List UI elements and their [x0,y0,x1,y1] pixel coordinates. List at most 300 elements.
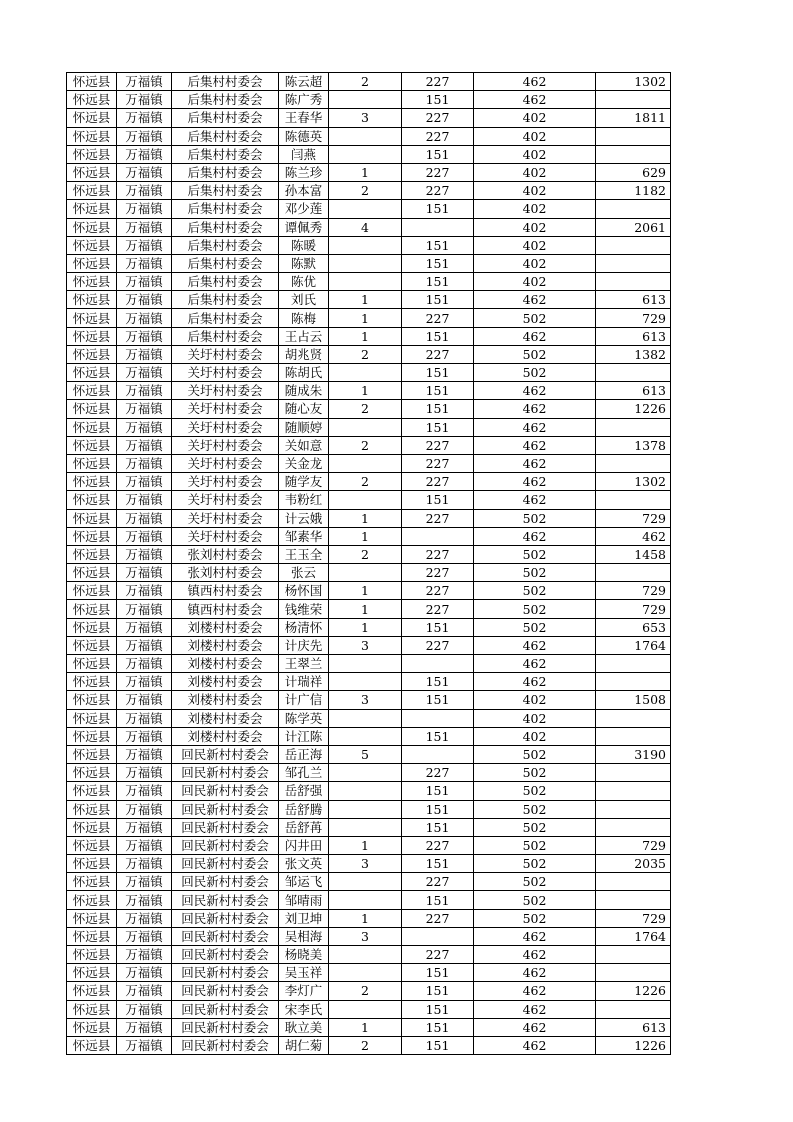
town-cell: 万福镇 [117,527,172,545]
county-cell: 怀远县 [67,709,117,727]
village-committee-cell: 后集村村委会 [172,109,279,127]
amount-b-cell: 462 [474,673,596,691]
county-cell: 怀远县 [67,127,117,145]
amount-a-cell: 151 [402,618,474,636]
count-cell: 1 [329,527,402,545]
table-row [67,873,671,891]
name-cell: 随学友 [279,473,329,491]
name-cell: 李灯广 [279,982,329,1000]
table-row [67,91,671,109]
table-row [67,73,671,91]
count-cell: 3 [329,927,402,945]
amount-a-cell: 227 [402,564,474,582]
town-cell: 万福镇 [117,182,172,200]
total-cell [596,454,671,472]
table-row [67,1000,671,1018]
amount-b-cell: 402 [474,145,596,163]
count-cell: 2 [329,1036,402,1054]
village-committee-cell: 后集村村委会 [172,327,279,345]
amount-a-cell: 151 [402,491,474,509]
table-row [67,1018,671,1036]
amount-b-cell: 502 [474,509,596,527]
amount-b-cell: 502 [474,618,596,636]
name-cell: 闫燕 [279,145,329,163]
town-cell: 万福镇 [117,855,172,873]
total-cell [596,364,671,382]
total-cell: 653 [596,618,671,636]
village-committee-cell: 后集村村委会 [172,127,279,145]
table-row [67,564,671,582]
amount-b-cell: 502 [474,800,596,818]
town-cell: 万福镇 [117,73,172,91]
county-cell: 怀远县 [67,382,117,400]
name-cell: 杨晓美 [279,946,329,964]
name-cell: 陈兰珍 [279,163,329,181]
amount-a-cell: 151 [402,891,474,909]
village-committee-cell: 关圩村村委会 [172,509,279,527]
name-cell: 宋李氏 [279,1000,329,1018]
name-cell: 王玉全 [279,545,329,563]
count-cell [329,200,402,218]
amount-b-cell: 402 [474,709,596,727]
amount-b-cell: 462 [474,527,596,545]
amount-a-cell: 151 [402,982,474,1000]
village-committee-cell: 后集村村委会 [172,218,279,236]
count-cell: 2 [329,545,402,563]
table-row [67,163,671,181]
count-cell [329,454,402,472]
total-cell [596,254,671,272]
count-cell [329,655,402,673]
name-cell: 计云娥 [279,509,329,527]
village-committee-cell: 刘楼村村委会 [172,691,279,709]
town-cell: 万福镇 [117,345,172,363]
amount-a-cell: 151 [402,727,474,745]
total-cell: 1182 [596,182,671,200]
village-committee-cell: 刘楼村村委会 [172,618,279,636]
amount-a-cell: 151 [402,1036,474,1054]
total-cell: 729 [596,909,671,927]
amount-a-cell: 151 [402,382,474,400]
amount-b-cell: 402 [474,163,596,181]
village-committee-cell: 后集村村委会 [172,254,279,272]
count-cell: 2 [329,982,402,1000]
name-cell: 王翠兰 [279,655,329,673]
name-cell: 岳舒强 [279,782,329,800]
count-cell [329,818,402,836]
count-cell [329,800,402,818]
county-cell: 怀远县 [67,400,117,418]
count-cell [329,418,402,436]
total-cell [596,964,671,982]
count-cell: 1 [329,291,402,309]
count-cell: 3 [329,691,402,709]
county-cell: 怀远县 [67,364,117,382]
town-cell: 万福镇 [117,218,172,236]
count-cell: 1 [329,163,402,181]
total-cell: 729 [596,836,671,854]
amount-b-cell: 402 [474,109,596,127]
amount-a-cell: 227 [402,873,474,891]
count-cell [329,1000,402,1018]
count-cell: 1 [329,618,402,636]
county-cell: 怀远县 [67,436,117,454]
count-cell: 1 [329,327,402,345]
amount-a-cell: 151 [402,400,474,418]
amount-a-cell: 227 [402,454,474,472]
total-cell: 1302 [596,473,671,491]
name-cell: 岳正海 [279,745,329,763]
amount-a-cell: 227 [402,109,474,127]
county-cell: 怀远县 [67,764,117,782]
name-cell: 岳舒腾 [279,800,329,818]
count-cell [329,273,402,291]
name-cell: 胡兆贤 [279,345,329,363]
count-cell [329,91,402,109]
count-cell [329,873,402,891]
total-cell: 1458 [596,545,671,563]
town-cell: 万福镇 [117,309,172,327]
name-cell: 张云 [279,564,329,582]
name-cell: 钱维荣 [279,600,329,618]
table-row [67,800,671,818]
amount-a-cell: 227 [402,909,474,927]
name-cell: 杨怀国 [279,582,329,600]
county-cell: 怀远县 [67,855,117,873]
table-row [67,345,671,363]
amount-b-cell: 462 [474,964,596,982]
name-cell: 孙本富 [279,182,329,200]
amount-b-cell: 502 [474,891,596,909]
town-cell: 万福镇 [117,327,172,345]
count-cell: 3 [329,109,402,127]
table-row [67,327,671,345]
amount-b-cell: 502 [474,309,596,327]
count-cell: 1 [329,309,402,327]
count-cell: 1 [329,909,402,927]
town-cell: 万福镇 [117,1000,172,1018]
total-cell [596,91,671,109]
table-row [67,636,671,654]
table-row [67,291,671,309]
town-cell: 万福镇 [117,909,172,927]
town-cell: 万福镇 [117,673,172,691]
county-cell: 怀远县 [67,818,117,836]
total-cell [596,709,671,727]
table-row [67,782,671,800]
total-cell [596,273,671,291]
total-cell: 1302 [596,73,671,91]
count-cell [329,127,402,145]
name-cell: 陈德英 [279,127,329,145]
amount-a-cell: 227 [402,509,474,527]
amount-b-cell: 462 [474,91,596,109]
amount-b-cell: 462 [474,436,596,454]
village-committee-cell: 后集村村委会 [172,236,279,254]
count-cell: 2 [329,473,402,491]
amount-b-cell: 402 [474,727,596,745]
town-cell: 万福镇 [117,1018,172,1036]
total-cell: 462 [596,527,671,545]
count-cell: 2 [329,182,402,200]
table-row [67,127,671,145]
count-cell [329,891,402,909]
village-committee-cell: 刘楼村村委会 [172,655,279,673]
village-committee-cell: 镇西村村委会 [172,582,279,600]
amount-b-cell: 462 [474,982,596,1000]
name-cell: 韦粉红 [279,491,329,509]
village-committee-cell: 张刘村村委会 [172,545,279,563]
village-committee-cell: 后集村村委会 [172,200,279,218]
total-cell [596,873,671,891]
table-row [67,745,671,763]
table-row [67,673,671,691]
total-cell [596,1000,671,1018]
table-row [67,382,671,400]
town-cell: 万福镇 [117,418,172,436]
total-cell [596,727,671,745]
total-cell [596,764,671,782]
amount-a-cell: 151 [402,254,474,272]
name-cell: 王春华 [279,109,329,127]
town-cell: 万福镇 [117,764,172,782]
table-row [67,273,671,291]
amount-a-cell [402,527,474,545]
amount-b-cell: 402 [474,254,596,272]
county-cell: 怀远县 [67,946,117,964]
village-committee-cell: 后集村村委会 [172,145,279,163]
town-cell: 万福镇 [117,564,172,582]
count-cell: 1 [329,600,402,618]
amount-a-cell [402,927,474,945]
town-cell: 万福镇 [117,509,172,527]
amount-b-cell: 462 [474,73,596,91]
amount-a-cell: 151 [402,818,474,836]
county-cell: 怀远县 [67,691,117,709]
town-cell: 万福镇 [117,364,172,382]
table-row [67,855,671,873]
county-cell: 怀远县 [67,600,117,618]
amount-b-cell: 502 [474,836,596,854]
amount-b-cell: 502 [474,345,596,363]
total-cell: 613 [596,291,671,309]
name-cell: 随心友 [279,400,329,418]
county-cell: 怀远县 [67,236,117,254]
village-committee-cell: 后集村村委会 [172,91,279,109]
amount-b-cell: 502 [474,909,596,927]
village-committee-cell: 关圩村村委会 [172,527,279,545]
name-cell: 邹运飞 [279,873,329,891]
town-cell: 万福镇 [117,473,172,491]
total-cell: 1378 [596,436,671,454]
town-cell: 万福镇 [117,200,172,218]
county-cell: 怀远县 [67,800,117,818]
village-committee-cell: 后集村村委会 [172,163,279,181]
name-cell: 邓少莲 [279,200,329,218]
village-committee-cell: 回民新村村委会 [172,873,279,891]
amount-a-cell: 227 [402,345,474,363]
name-cell: 关金龙 [279,454,329,472]
amount-a-cell: 227 [402,163,474,181]
amount-a-cell: 151 [402,327,474,345]
total-cell [596,564,671,582]
table-row [67,236,671,254]
amount-b-cell: 502 [474,600,596,618]
name-cell: 陈云超 [279,73,329,91]
amount-a-cell: 151 [402,800,474,818]
amount-a-cell: 151 [402,364,474,382]
amount-a-cell: 227 [402,600,474,618]
town-cell: 万福镇 [117,145,172,163]
county-cell: 怀远县 [67,782,117,800]
count-cell: 4 [329,218,402,236]
count-cell [329,145,402,163]
village-committee-cell: 关圩村村委会 [172,436,279,454]
name-cell: 刘氏 [279,291,329,309]
village-committee-cell: 回民新村村委会 [172,782,279,800]
county-cell: 怀远县 [67,964,117,982]
village-committee-cell: 后集村村委会 [172,73,279,91]
town-cell: 万福镇 [117,600,172,618]
town-cell: 万福镇 [117,545,172,563]
total-cell: 1226 [596,982,671,1000]
count-cell: 5 [329,745,402,763]
village-committee-cell: 关圩村村委会 [172,473,279,491]
town-cell: 万福镇 [117,291,172,309]
amount-a-cell: 151 [402,964,474,982]
total-cell: 613 [596,1018,671,1036]
name-cell: 胡仁菊 [279,1036,329,1054]
amount-a-cell: 227 [402,764,474,782]
town-cell: 万福镇 [117,636,172,654]
amount-a-cell: 227 [402,182,474,200]
name-cell: 随顺婷 [279,418,329,436]
county-cell: 怀远县 [67,636,117,654]
count-cell: 2 [329,345,402,363]
village-committee-cell: 后集村村委会 [172,309,279,327]
county-cell: 怀远县 [67,727,117,745]
amount-a-cell: 151 [402,291,474,309]
name-cell: 刘卫坤 [279,909,329,927]
amount-b-cell: 462 [474,946,596,964]
county-cell: 怀远县 [67,218,117,236]
name-cell: 耿立美 [279,1018,329,1036]
village-committee-cell: 关圩村村委会 [172,491,279,509]
county-cell: 怀远县 [67,564,117,582]
count-cell [329,673,402,691]
town-cell: 万福镇 [117,873,172,891]
town-cell: 万福镇 [117,91,172,109]
amount-b-cell: 502 [474,764,596,782]
amount-a-cell: 227 [402,636,474,654]
county-cell: 怀远县 [67,1000,117,1018]
amount-b-cell: 402 [474,182,596,200]
name-cell: 吴玉祥 [279,964,329,982]
amount-a-cell: 227 [402,127,474,145]
amount-b-cell: 462 [474,291,596,309]
total-cell: 2035 [596,855,671,873]
table-row [67,509,671,527]
count-cell [329,946,402,964]
total-cell: 2061 [596,218,671,236]
count-cell [329,491,402,509]
amount-b-cell: 502 [474,745,596,763]
total-cell: 1811 [596,109,671,127]
village-committee-cell: 回民新村村委会 [172,1018,279,1036]
name-cell: 王占云 [279,327,329,345]
county-cell: 怀远县 [67,145,117,163]
count-cell: 2 [329,436,402,454]
amount-a-cell: 151 [402,673,474,691]
county-cell: 怀远县 [67,491,117,509]
table-row [67,145,671,163]
name-cell: 张文英 [279,855,329,873]
table-row [67,400,671,418]
county-cell: 怀远县 [67,200,117,218]
town-cell: 万福镇 [117,236,172,254]
table-row [67,946,671,964]
total-cell [596,127,671,145]
amount-b-cell: 402 [474,127,596,145]
table-row [67,982,671,1000]
town-cell: 万福镇 [117,382,172,400]
amount-a-cell: 227 [402,436,474,454]
village-committee-cell: 回民新村村委会 [172,946,279,964]
total-cell: 729 [596,309,671,327]
count-cell [329,236,402,254]
amount-b-cell: 462 [474,400,596,418]
village-committee-cell: 回民新村村委会 [172,927,279,945]
total-cell [596,491,671,509]
name-cell: 陈广秀 [279,91,329,109]
county-cell: 怀远县 [67,891,117,909]
amount-a-cell: 227 [402,309,474,327]
county-cell: 怀远县 [67,673,117,691]
town-cell: 万福镇 [117,727,172,745]
amount-b-cell: 402 [474,200,596,218]
town-cell: 万福镇 [117,163,172,181]
town-cell: 万福镇 [117,891,172,909]
county-cell: 怀远县 [67,273,117,291]
table-row [67,200,671,218]
amount-b-cell: 502 [474,782,596,800]
table-row [67,545,671,563]
table-row [67,182,671,200]
name-cell: 陈默 [279,254,329,272]
total-cell: 1764 [596,927,671,945]
county-cell: 怀远县 [67,182,117,200]
village-committee-cell: 后集村村委会 [172,182,279,200]
town-cell: 万福镇 [117,691,172,709]
amount-b-cell: 402 [474,236,596,254]
county-cell: 怀远县 [67,254,117,272]
name-cell: 邹孔兰 [279,764,329,782]
table-row [67,109,671,127]
table-row [67,527,671,545]
village-committee-cell: 刘楼村村委会 [172,709,279,727]
count-cell [329,564,402,582]
town-cell: 万福镇 [117,454,172,472]
name-cell: 计江陈 [279,727,329,745]
village-committee-cell: 关圩村村委会 [172,454,279,472]
total-cell: 729 [596,600,671,618]
name-cell: 闪井田 [279,836,329,854]
name-cell: 邹晴雨 [279,891,329,909]
table-row [67,600,671,618]
county-cell: 怀远县 [67,109,117,127]
amount-b-cell: 462 [474,655,596,673]
town-cell: 万福镇 [117,655,172,673]
